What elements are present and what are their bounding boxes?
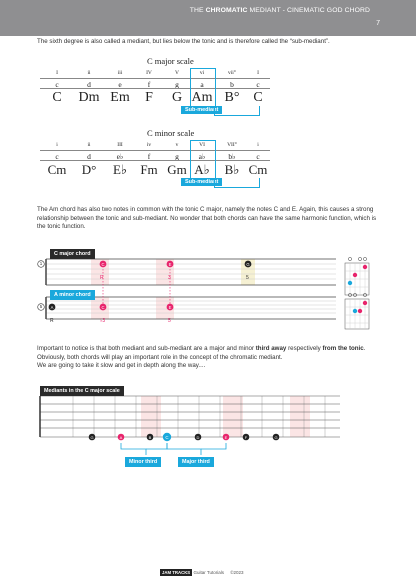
minor-degree-cell: III (117, 142, 123, 148)
interval-r-minor: R (50, 318, 54, 324)
minor-degree-cell: VI (199, 142, 205, 148)
mediants-label: Mediants in the C major scale (40, 386, 124, 396)
c-major-chord-label: C major chord (50, 249, 95, 259)
major-chord-cell: Dm (78, 90, 100, 105)
interval-3-major: 3 (168, 275, 171, 281)
minor-note-cell: f (147, 152, 151, 161)
major-scale-title: C major scale (147, 56, 194, 66)
major-chord-cell: Em (110, 90, 130, 105)
major-note-cell: b (230, 80, 234, 89)
major-degree-cell: I (56, 70, 58, 76)
chord-fretboard-diagram (36, 245, 396, 330)
minor-degree-cell: iv (146, 142, 152, 148)
minor-chord-cell: Gm (167, 162, 187, 177)
minor-chord-cell: D° (81, 162, 97, 177)
minor-degree-cell: VII° (227, 142, 237, 148)
minor-scale-title: C minor scale (147, 128, 195, 138)
minor-note-cell: a♭ (198, 152, 206, 161)
footer-year: ©2023 (230, 570, 244, 575)
string-number-1: 1 (39, 260, 43, 266)
page-footer (160, 569, 244, 576)
major-chord-cell: C (52, 90, 62, 105)
note-c-upper: C (101, 261, 105, 267)
minor-scale-rule (40, 150, 270, 151)
note-e-upper: E (168, 261, 172, 267)
major-note-cell: f (147, 80, 151, 89)
minor-chord-cell: Fm (140, 162, 158, 177)
interval-5-major: 5 (246, 275, 249, 281)
minor-submediant-tag: Sub-mediant (181, 178, 222, 186)
mediant-note-8: G (274, 434, 278, 440)
major-degree-cell: I (257, 70, 259, 76)
major-third-label: Major third (178, 457, 214, 467)
a-minor-chord-label: A minor chord (50, 290, 95, 300)
minor-degree-cell: i (56, 142, 58, 148)
mediant-note-3: B (148, 434, 152, 440)
major-degree-cell: IV (146, 70, 152, 76)
note-a-lower: A (50, 304, 54, 310)
major-submediant-bracket (214, 106, 260, 116)
interval-5-minor: 5 (168, 318, 171, 324)
paragraph-three: Important to notice is that both mediant and sub-mediant are a major and minor third away respectively from the tonic. Obviously, both chords will play an important role in the concept of the chromatic mediant. We are going to take it slow and get in depth along the way.... (37, 345, 366, 370)
major-note-cell: a (200, 80, 204, 89)
major-submediant-highlight (190, 68, 216, 108)
minor-note-cell: e♭ (116, 152, 124, 161)
note-g-upper: G (246, 261, 250, 267)
minor-chord-cell: Cm (248, 162, 268, 177)
major-degree-cell: V (175, 70, 179, 76)
major-chord-cell: C (253, 90, 263, 105)
minor-chord-cell: A♭ (194, 162, 210, 177)
header-title: THE CHROMATIC MEDIANT - CINEMATIC GOD CHORD (189, 7, 370, 14)
footer-subtitle: Guitar Tutorials (193, 570, 224, 575)
minor-note-cell: d (87, 152, 91, 161)
minor-note-cell: b♭ (228, 152, 236, 161)
page-number: 7 (376, 20, 380, 27)
major-chord-cell: Am (191, 90, 213, 105)
minor-degree-cell: ii (87, 142, 91, 148)
note-e-lower: E (168, 304, 172, 310)
major-note-cell: e (118, 80, 122, 89)
interval-r-major: R (100, 275, 104, 281)
mediant-note-6: E (224, 434, 228, 440)
mediants-fretboard-diagram (36, 385, 381, 475)
minor-scale-rule (40, 160, 270, 161)
string-number-5: 5 (39, 303, 43, 309)
minor-note-cell: c (55, 152, 59, 161)
minor-submediant-highlight (190, 140, 216, 180)
minor-note-cell: g (175, 152, 179, 161)
mediant-note-1: G (90, 434, 94, 440)
note-c-lower: C (101, 304, 105, 310)
major-chord-cell: F (145, 90, 153, 105)
major-chord-cell: B° (224, 90, 240, 105)
intro-text: The sixth degree is also called a mediant, but lies below the tonic and is therefore called the “sub-mediant”. (37, 38, 330, 45)
interval-b3-minor: ♭3 (100, 318, 106, 324)
major-degree-cell: iii (117, 70, 123, 76)
minor-submediant-bracket (214, 178, 260, 188)
minor-degree-cell: i (257, 142, 259, 148)
major-note-cell: d (87, 80, 91, 89)
minor-note-cell: c (256, 152, 260, 161)
mediant-note-2: A (119, 434, 123, 440)
major-degree-cell: vii° (227, 70, 236, 76)
major-chord-cell: G (171, 90, 183, 105)
major-note-cell: g (175, 80, 179, 89)
major-note-cell: c (55, 80, 59, 89)
jamtracks-logo: JAM TRACKS (162, 570, 191, 575)
minor-chord-cell: E♭ (112, 162, 128, 177)
major-submediant-tag: Sub-mediant (181, 106, 222, 114)
page-header (0, 0, 416, 36)
minor-third-label: Minor third (125, 457, 161, 467)
minor-degree-cell: v (175, 142, 179, 148)
major-scale-rule (40, 78, 270, 79)
mediant-note-7: F (244, 434, 248, 440)
major-note-cell: c (256, 80, 260, 89)
major-scale-rule (40, 88, 270, 89)
minor-chord-cell: Cm (47, 162, 67, 177)
major-degree-cell: ii (87, 70, 91, 76)
paragraph-two: The Am chord has also two notes in common with the tonic C major, namely the notes C and E. Again, this causes a strong relationship between the tonic and sub-mediant. No wonder that both chords can have the same harmonic function, which is the tonic function. (37, 206, 377, 231)
minor-chord-cell: B♭ (224, 162, 240, 177)
major-degree-cell: vi (199, 70, 205, 76)
mediant-note-5: D (196, 434, 200, 440)
mediant-note-4: C (165, 434, 169, 440)
